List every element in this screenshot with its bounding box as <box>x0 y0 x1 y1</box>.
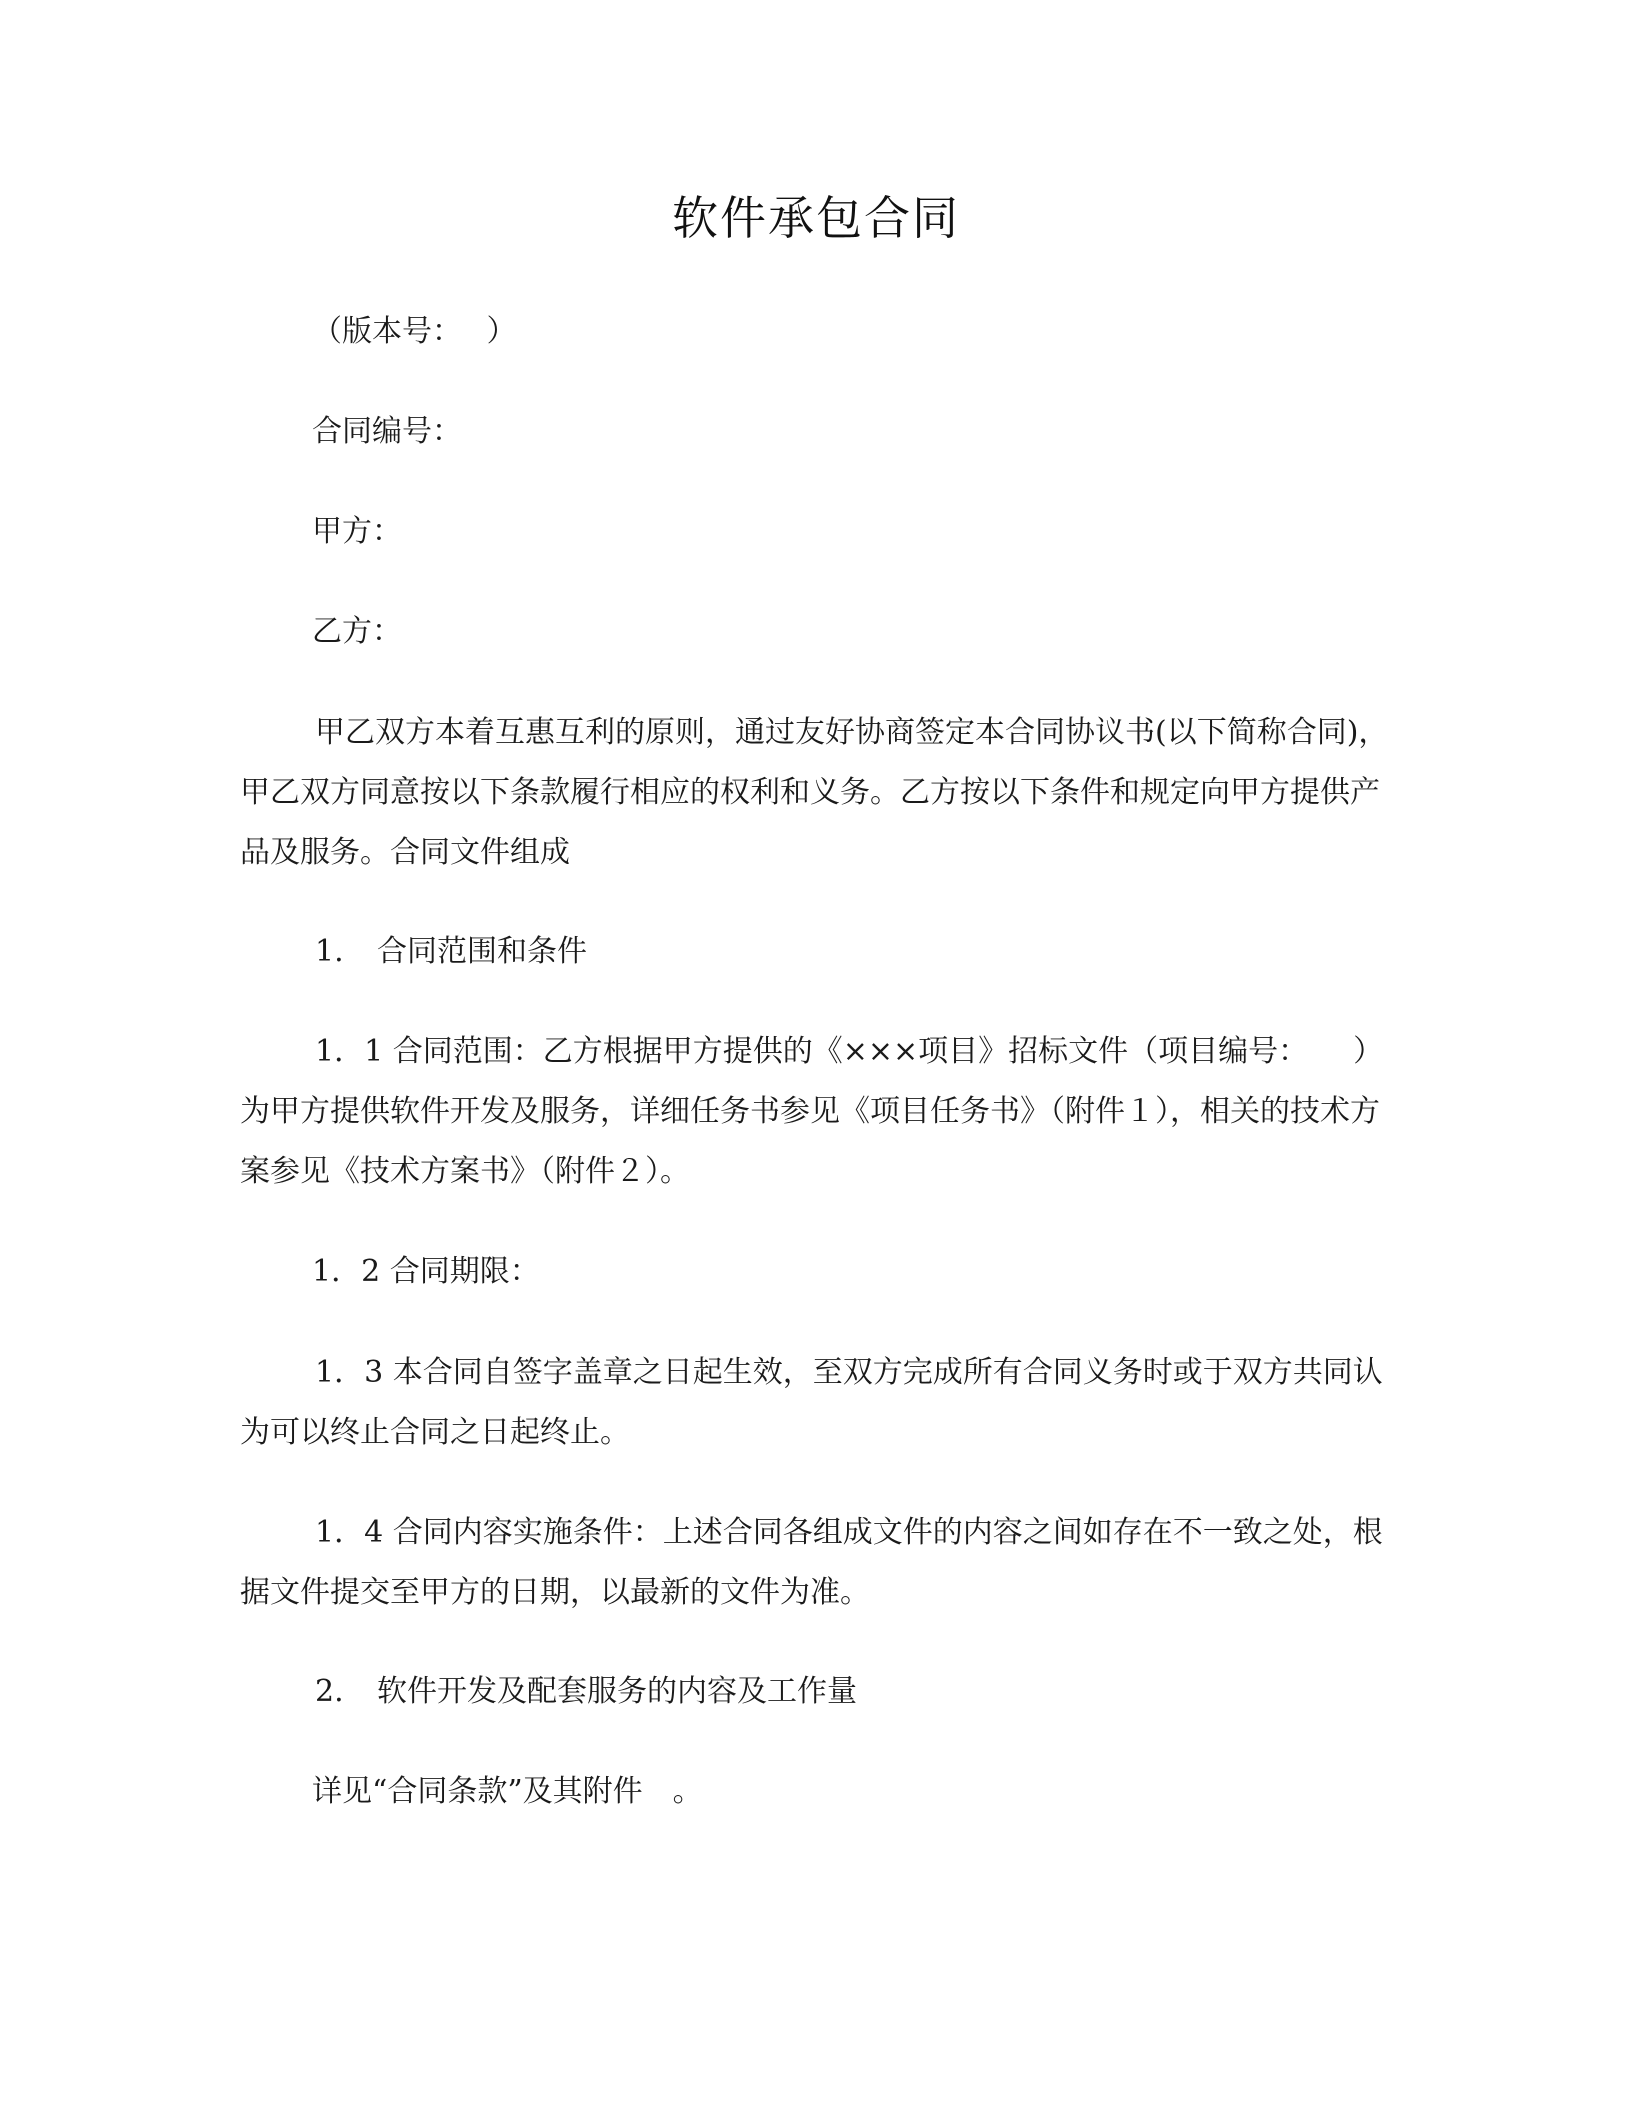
section-2-detail: 详见“合同条款”及其附件 。 <box>312 1774 703 1809</box>
clause-1-3: 1．3 本合同自签字盖章之日起生效，至双方完成所有合同义务时或于双方共同认为可以终止合同之日起终止。 <box>240 1355 1383 1450</box>
section-2-number: 2. <box>315 1674 344 1709</box>
section-1-number: 1. <box>315 934 344 969</box>
intro-paragraph: 甲乙双方本着互惠互利的原则，通过友好协商签定本合同协议书(以下简称合同)，甲乙双方同意按以下条款履行相应的权利和义务。乙方按以下条件和规定向甲方提供产品及服务。合同文件组成 <box>240 715 1389 870</box>
party-b-label: 乙方： <box>312 614 402 649</box>
version-line: （版本号： ） <box>312 314 517 349</box>
document-title: 软件承包合同 <box>672 191 960 245</box>
section-2-heading <box>315 1672 857 1712</box>
contract-number-label: 合同编号： <box>312 414 462 449</box>
section-2-title: 软件开发及配套服务的内容及工作量 <box>377 1674 857 1709</box>
clause-1-2: 1．2 合同期限： <box>312 1254 540 1289</box>
section-1-heading <box>315 932 587 972</box>
clause-1-1: 1．1 合同范围：乙方根据甲方提供的《×××项目》招标文件（项目编号： ）为甲方提供软件开发及服务，详细任务书参见《项目任务书》（附件１），相关的技术方案参见《技术方案书》（附件２）。 <box>240 1034 1384 1189</box>
clause-1-4: 1．4 合同内容实施条件：上述合同各组成文件的内容之间如存在不一致之处，根据文件提交至甲方的日期，以最新的文件为准。 <box>240 1515 1383 1610</box>
party-a-label: 甲方： <box>312 514 402 549</box>
section-1-title: 合同范围和条件 <box>377 934 587 969</box>
